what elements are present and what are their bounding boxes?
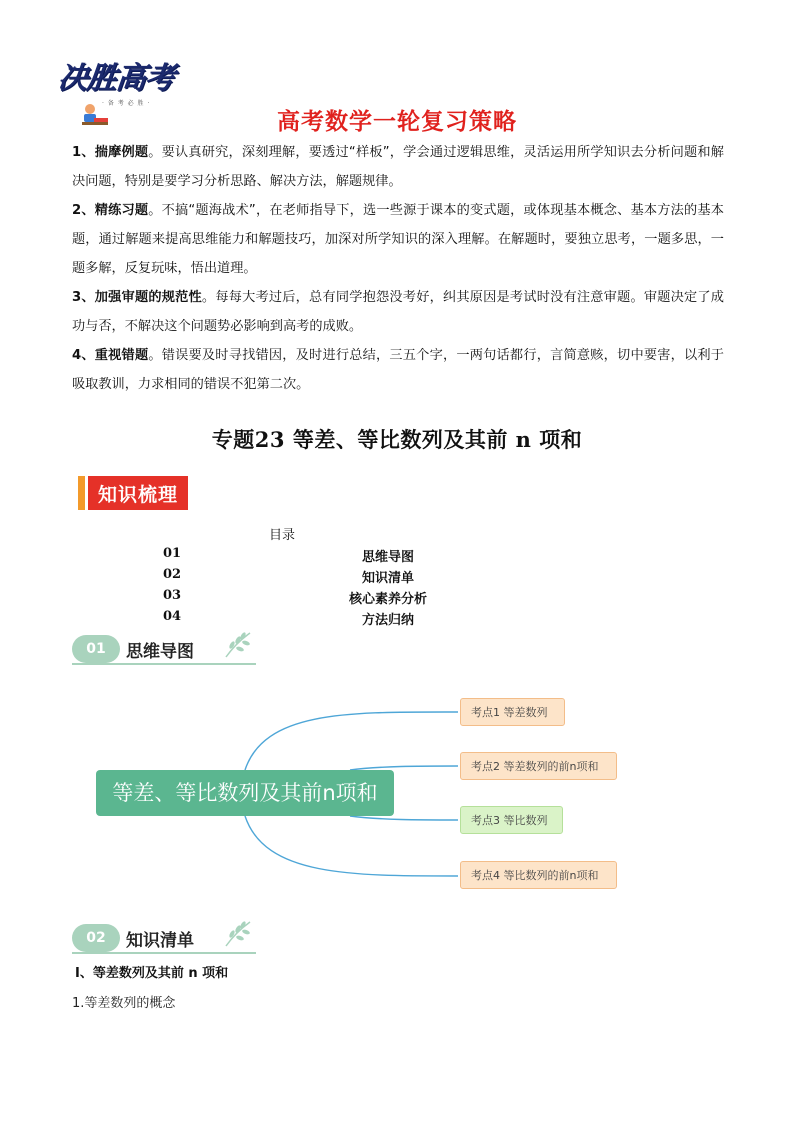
strategy-paragraph — [72, 196, 724, 283]
section-number: 01 — [72, 635, 120, 663]
toc-item-number: 03 — [163, 588, 182, 603]
toc-item[interactable] — [163, 609, 463, 629]
strategy-paragraph — [72, 341, 724, 399]
toc-item-label: 核心素养分析 — [348, 592, 427, 607]
strategy-body: 。每每大考过后，总有同学抱怨没考好，纠其原因是考试时没有注意审题。审题决定了成功与否，不解决这个问题势必影响到高考的成败。 — [72, 290, 724, 334]
toc-item-label: 方法归纳 — [361, 613, 414, 628]
topic-title: 专题23 等差、等比数列及其前 n 项和 — [211, 427, 583, 452]
subsection-heading: Ⅰ、等差数列及其前 n 项和 — [75, 966, 229, 981]
mindmap-node[interactable]: 考点2 等差数列的前n项和 — [460, 752, 617, 780]
subsection-subheading: 1.等差数列的概念 — [72, 996, 176, 1011]
leaf-icon — [222, 918, 254, 948]
section-underline — [72, 952, 256, 954]
strategy-paragraph — [72, 138, 724, 196]
mindmap-center-node[interactable]: 等差、等比数列及其前n项和 — [96, 770, 394, 816]
logo-text: 决胜高考 — [56, 61, 176, 96]
mindmap-node[interactable]: 考点3 等比数列 — [460, 806, 563, 834]
toc-item[interactable] — [163, 588, 463, 608]
section-name: 思维导图 — [126, 642, 194, 662]
strategy-heading: 3、加强审题的规范性 — [72, 290, 202, 305]
section-header-mindmap — [72, 633, 256, 665]
logo-subtitle: · 备 考 必 胜 · — [102, 100, 151, 107]
toc-item[interactable] — [163, 546, 463, 566]
knowledge-badge — [78, 476, 188, 510]
strategy-heading: 4、重视错题 — [72, 348, 149, 363]
section-underline — [72, 663, 256, 665]
strategy-body: 。要认真研究，深刻理解，要透过“样板”，学会通过逻辑思维，灵活运用所学知识去分析问题和解决问题，特别是要学习分析思路、解决方法，解题规律。 — [72, 145, 724, 189]
toc-heading: 目录 — [268, 528, 295, 543]
document-title: 高考数学一轮复习策略 — [277, 109, 517, 135]
mindmap-node[interactable]: 考点4 等比数列的前n项和 — [460, 861, 617, 889]
toc-item-label: 知识清单 — [361, 571, 414, 586]
strategy-body: 。错误要及时寻找错因，及时进行总结，三五个字，一两句话都行，言简意赅，切中要害，以利于吸取教训，力求相同的错误不犯第二次。 — [72, 348, 724, 392]
section-number: 02 — [72, 924, 120, 952]
toc-item-number: 04 — [163, 609, 182, 624]
strategy-body: 。不搞“题海战术”，在老师指导下，选一些源于课本的变式题，或体现基本概念、基本方法的基本题，通过解题来提高思维能力和解题技巧，加深对所学知识的深入理解。在解题时，要独立思考，一题多思，一题多解，反复玩味，悟出道理。 — [72, 203, 724, 276]
section-header-knowledge — [72, 922, 256, 954]
section-name: 知识清单 — [126, 931, 194, 951]
toc-item[interactable] — [163, 567, 463, 587]
toc-item-label: 思维导图 — [361, 550, 414, 565]
mindmap-node[interactable]: 考点1 等差数列 — [460, 698, 565, 726]
badge-accent-bar — [78, 476, 85, 510]
strategy-heading: 1、揣摩例题 — [72, 145, 149, 160]
toc-item-number: 02 — [163, 567, 182, 582]
strategy-heading: 2、精练习题 — [72, 203, 149, 218]
strategy-paragraph — [72, 283, 724, 341]
leaf-icon — [222, 629, 254, 659]
toc-item-number: 01 — [163, 546, 182, 561]
badge-label: 知识梳理 — [88, 476, 188, 510]
